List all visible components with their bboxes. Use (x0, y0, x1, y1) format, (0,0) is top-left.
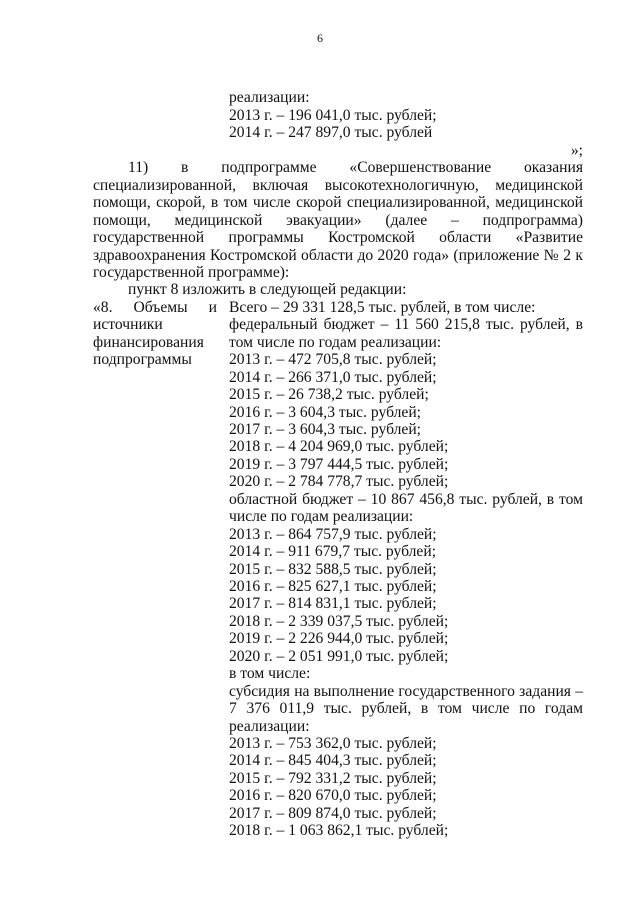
regional-year: 2017 г. – 814 831,1 тыс. рублей; (229, 595, 437, 612)
regional-year: 2020 г. – 2 051 991,0 тыс. рублей; (229, 648, 449, 665)
federal-line: федеральный бюджет – 11 560 215,8 тыс. рублей, в (229, 316, 583, 333)
federal-year: 2017 г. – 3 604,3 тыс. рублей; (229, 421, 422, 438)
federal-year: 2018 г. – 4 204 969,0 тыс. рублей; (229, 438, 449, 455)
item-11-line: специализированной, включая высокотехнологичную, медицинской (93, 177, 583, 194)
prev-tail-line: 2014 г. – 247 897,0 тыс. рублей (229, 124, 433, 141)
regional-year: 2019 г. – 2 226 944,0 тыс. рублей; (229, 630, 449, 647)
federal-year: 2016 г. – 3 604,3 тыс. рублей; (229, 404, 422, 421)
federal-line: том числе по годам реализации: (229, 334, 442, 351)
regional-year: 2013 г. – 864 757,9 тыс. рублей; (229, 526, 437, 543)
subsidy-line: 7 376 011,9 тыс. рублей, в том числе по годам (229, 700, 583, 717)
subsidy-year: 2013 г. – 753 362,0 тыс. рублей; (229, 735, 437, 752)
item-11-line: государственной программе): (93, 264, 290, 281)
prev-tail-line: реализации: (229, 89, 310, 106)
subsidy-line: реализации: (229, 718, 310, 735)
left-col-line: источники (93, 316, 163, 333)
federal-year: 2020 г. – 2 784 778,7 тыс. рублей; (229, 473, 449, 490)
page-number: 6 (317, 31, 323, 45)
federal-year: 2013 г. – 472 705,8 тыс. рублей; (229, 351, 437, 368)
subsidy-year: 2015 г. – 792 331,2 тыс. рублей; (229, 770, 437, 787)
subsidy-line: субсидия на выполнение государственного задания – (229, 683, 583, 700)
regional-year: 2018 г. – 2 339 037,5 тыс. рублей; (229, 613, 449, 630)
regional-year: 2014 г. – 911 679,7 тыс. рублей; (229, 543, 437, 560)
including-line: в том числе: (229, 665, 311, 682)
regional-line: числе по годам реализации: (229, 508, 414, 525)
item-11-line: 11) в подпрограмме «Совершенствование оказания (128, 159, 583, 176)
regional-line: областной бюджет – 10 867 456,8 тыс. рублей, в том (229, 491, 583, 508)
subsidy-year: 2018 г. – 1 063 862,1 тыс. рублей; (229, 822, 449, 839)
item-11-line: здравоохранения Костромской области до 2020 года» (приложение № 2 к (93, 247, 583, 264)
prev-tail-line: 2013 г. – 196 041,0 тыс. рублей; (229, 107, 437, 124)
left-col-line: подпрограммы (93, 351, 192, 368)
total-line: Всего – 29 331 128,5 тыс. рублей, в том числе: (229, 299, 536, 316)
subsidy-year: 2017 г. – 809 874,0 тыс. рублей; (229, 805, 437, 822)
regional-year: 2015 г. – 832 588,5 тыс. рублей; (229, 561, 437, 578)
instruction-line: пункт 8 изложить в следующей редакции: (128, 281, 407, 298)
item-11-line: государственной программы Костромской области «Развитие (93, 229, 583, 246)
left-col-heading: «8. Объемы и (93, 299, 217, 316)
closing-quote: »; (570, 142, 583, 159)
subsidy-year: 2016 г. – 820 670,0 тыс. рублей; (229, 787, 437, 804)
federal-year: 2014 г. – 266 371,0 тыс. рублей; (229, 369, 437, 386)
item-11-line: помощи, скорой, в том числе скорой специализированной, медицинской (93, 194, 583, 211)
federal-year: 2019 г. – 3 797 444,5 тыс. рублей; (229, 456, 449, 473)
item-11-line: помощи, медицинской эвакуации» (далее – подпрограмма) (93, 212, 583, 229)
left-col-line: финансирования (93, 334, 204, 351)
regional-year: 2016 г. – 825 627,1 тыс. рублей; (229, 578, 437, 595)
subsidy-year: 2014 г. – 845 404,3 тыс. рублей; (229, 752, 437, 769)
federal-year: 2015 г. – 26 738,2 тыс. рублей; (229, 386, 429, 403)
